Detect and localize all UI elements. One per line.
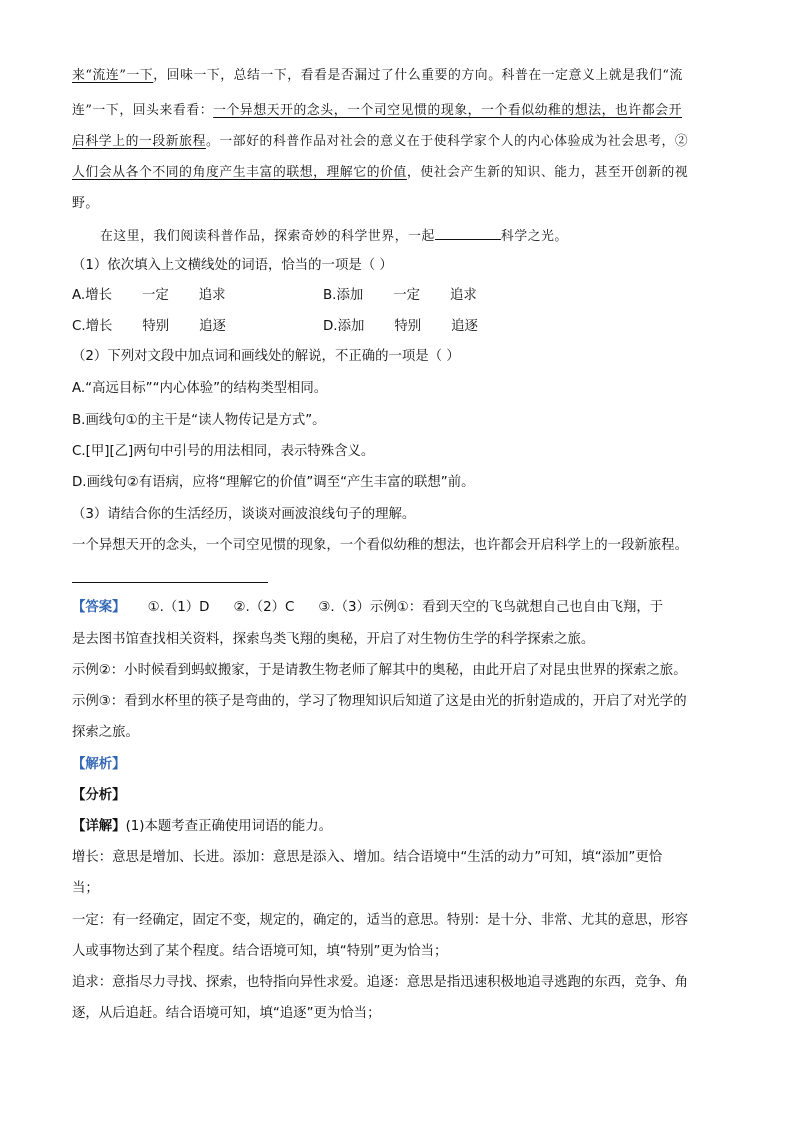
analysis-p1-line-1: 增长：意思是增加、长进。添加：意思是添入、增加。结合语境中“生活的动力”可知，填“添加”更恰 bbox=[72, 850, 663, 865]
answer-example-2: 示例②：小时候看到蚂蚁搬家，于是请教生物老师了解其中的奥秘，由此开启了对昆虫世界的探索之旅。 bbox=[72, 663, 687, 678]
q2-option-c: C.[甲][乙]两句中引号的用法相同，表示特殊含义。 bbox=[72, 444, 375, 459]
passage-line-5: 野。 bbox=[72, 196, 99, 211]
xiangjie-tag: 【详解】 bbox=[72, 819, 126, 834]
passage-line-3: 启科学上的一段新旅程。一部好的科普作品对社会的意义在于使科学家个人的内心体验成为社会思考，② bbox=[72, 134, 689, 149]
analysis-p1-line-2: 当； bbox=[72, 881, 99, 896]
q2-option-d: D.画线句②有语病，应将“理解它的价值”调至“产生丰富的联想”前。 bbox=[72, 475, 475, 490]
q2-option-a: A.“高远目标”“内心体验”的结构类型相同。 bbox=[72, 381, 328, 396]
underlined-phrase-liulian: 来“流连”一下 bbox=[72, 68, 154, 83]
q3-stem: （3）请结合你的生活经历，谈谈对画波浪线句子的理解。 bbox=[72, 507, 416, 522]
q1-option-d: D.添加 特别 追逐 bbox=[323, 319, 478, 334]
fill-blank bbox=[435, 227, 501, 240]
q1-option-a: A.增长 一定 追求 bbox=[72, 288, 226, 303]
wavy-line-sentence-end: 启科学上的一段新旅程 bbox=[72, 134, 206, 149]
divider-line bbox=[72, 582, 268, 583]
q3-sentence: 一个异想天开的念头，一个司空见惯的现象，一个看似幼稚的想法，也许都会开启科学上的一段新旅程。 bbox=[72, 538, 688, 553]
answer-example-3-line-1: 示例③：看到水杯里的筷子是弯曲的，学习了物理知识后知道了这是由光的折射造成的，开启了对光学的 bbox=[72, 694, 687, 709]
answer-line-2: 是去图书馆查找相关资料，探索鸟类飞翔的奥秘，开启了对生物仿生学的科学探索之旅。 bbox=[72, 632, 595, 647]
analysis-p3-line-1: 追求：意指尽力寻找、探索，也特指向异性求爱。追逐：意思是指迅速积极地追寻逃跑的东西，竞争、角 bbox=[72, 975, 688, 990]
q2-option-b: B.画线句①的主干是“读人物传记是方式”。 bbox=[72, 413, 326, 428]
answer-line-1: 【答案】 ①.（1）D ②.（2）C ③.（3）示例①：看到天空的飞鸟就想自己也自由飞翔，于 bbox=[72, 600, 664, 615]
q1-stem: （1）依次填入上文横线处的词语，恰当的一项是（ ） bbox=[72, 258, 393, 273]
underlined-sentence-2: 人们会从各个不同的角度产生丰富的联想，理解它的价值 bbox=[72, 165, 407, 180]
fenxi-tag: 【分析】 bbox=[72, 788, 126, 803]
answer-tag: 【答案】 bbox=[72, 600, 126, 615]
q1-option-b: B.添加 一定 追求 bbox=[323, 288, 477, 303]
analysis-p2-line-1: 一定：有一经确定，固定不变，规定的，确定的，适当的意思。特别：是十分、非常、尤其的意思，形容 bbox=[72, 913, 688, 928]
analysis-tag: 【解析】 bbox=[72, 757, 126, 772]
q1-option-c: C.增长 特别 追逐 bbox=[72, 319, 226, 334]
passage-line-1: 来“流连”一下，回味一下，总结一下，看看是否漏过了什么重要的方向。科普在一定意义上就是我们“流 bbox=[72, 68, 683, 83]
passage-line-4: 人们会从各个不同的角度产生丰富的联想，理解它的价值，使社会产生新的知识、能力，甚至开创新的视 bbox=[72, 165, 689, 180]
passage-line-2: 连”一下，回头来看看：一个异想天开的念头，一个司空见惯的现象，一个看似幼稚的想法，也许都会开 bbox=[72, 103, 683, 118]
analysis-p2-line-2: 人或事物达到了某个程度。结合语境可知，填“特别”更为恰当； bbox=[72, 944, 448, 959]
answer-example-3-line-2: 探索之旅。 bbox=[72, 725, 139, 740]
analysis-p3-line-2: 逐，从后追赶。结合语境可知，填“追逐”更为恰当； bbox=[72, 1006, 381, 1021]
xiangjie-line: 【详解】(1)本题考查正确使用词语的能力。 bbox=[72, 819, 332, 834]
wavy-line-sentence: 一个异想天开的念头，一个司空见惯的现象，一个看似幼稚的想法，也许都会开 bbox=[213, 103, 683, 118]
passage-line-6: 在这里，我们阅读科普作品，探索奇妙的科学世界，一起 科学之光。 bbox=[100, 229, 568, 244]
q2-stem: （2）下列对文段中加点词和画线处的解说，不正确的一项是（ ） bbox=[72, 349, 460, 364]
